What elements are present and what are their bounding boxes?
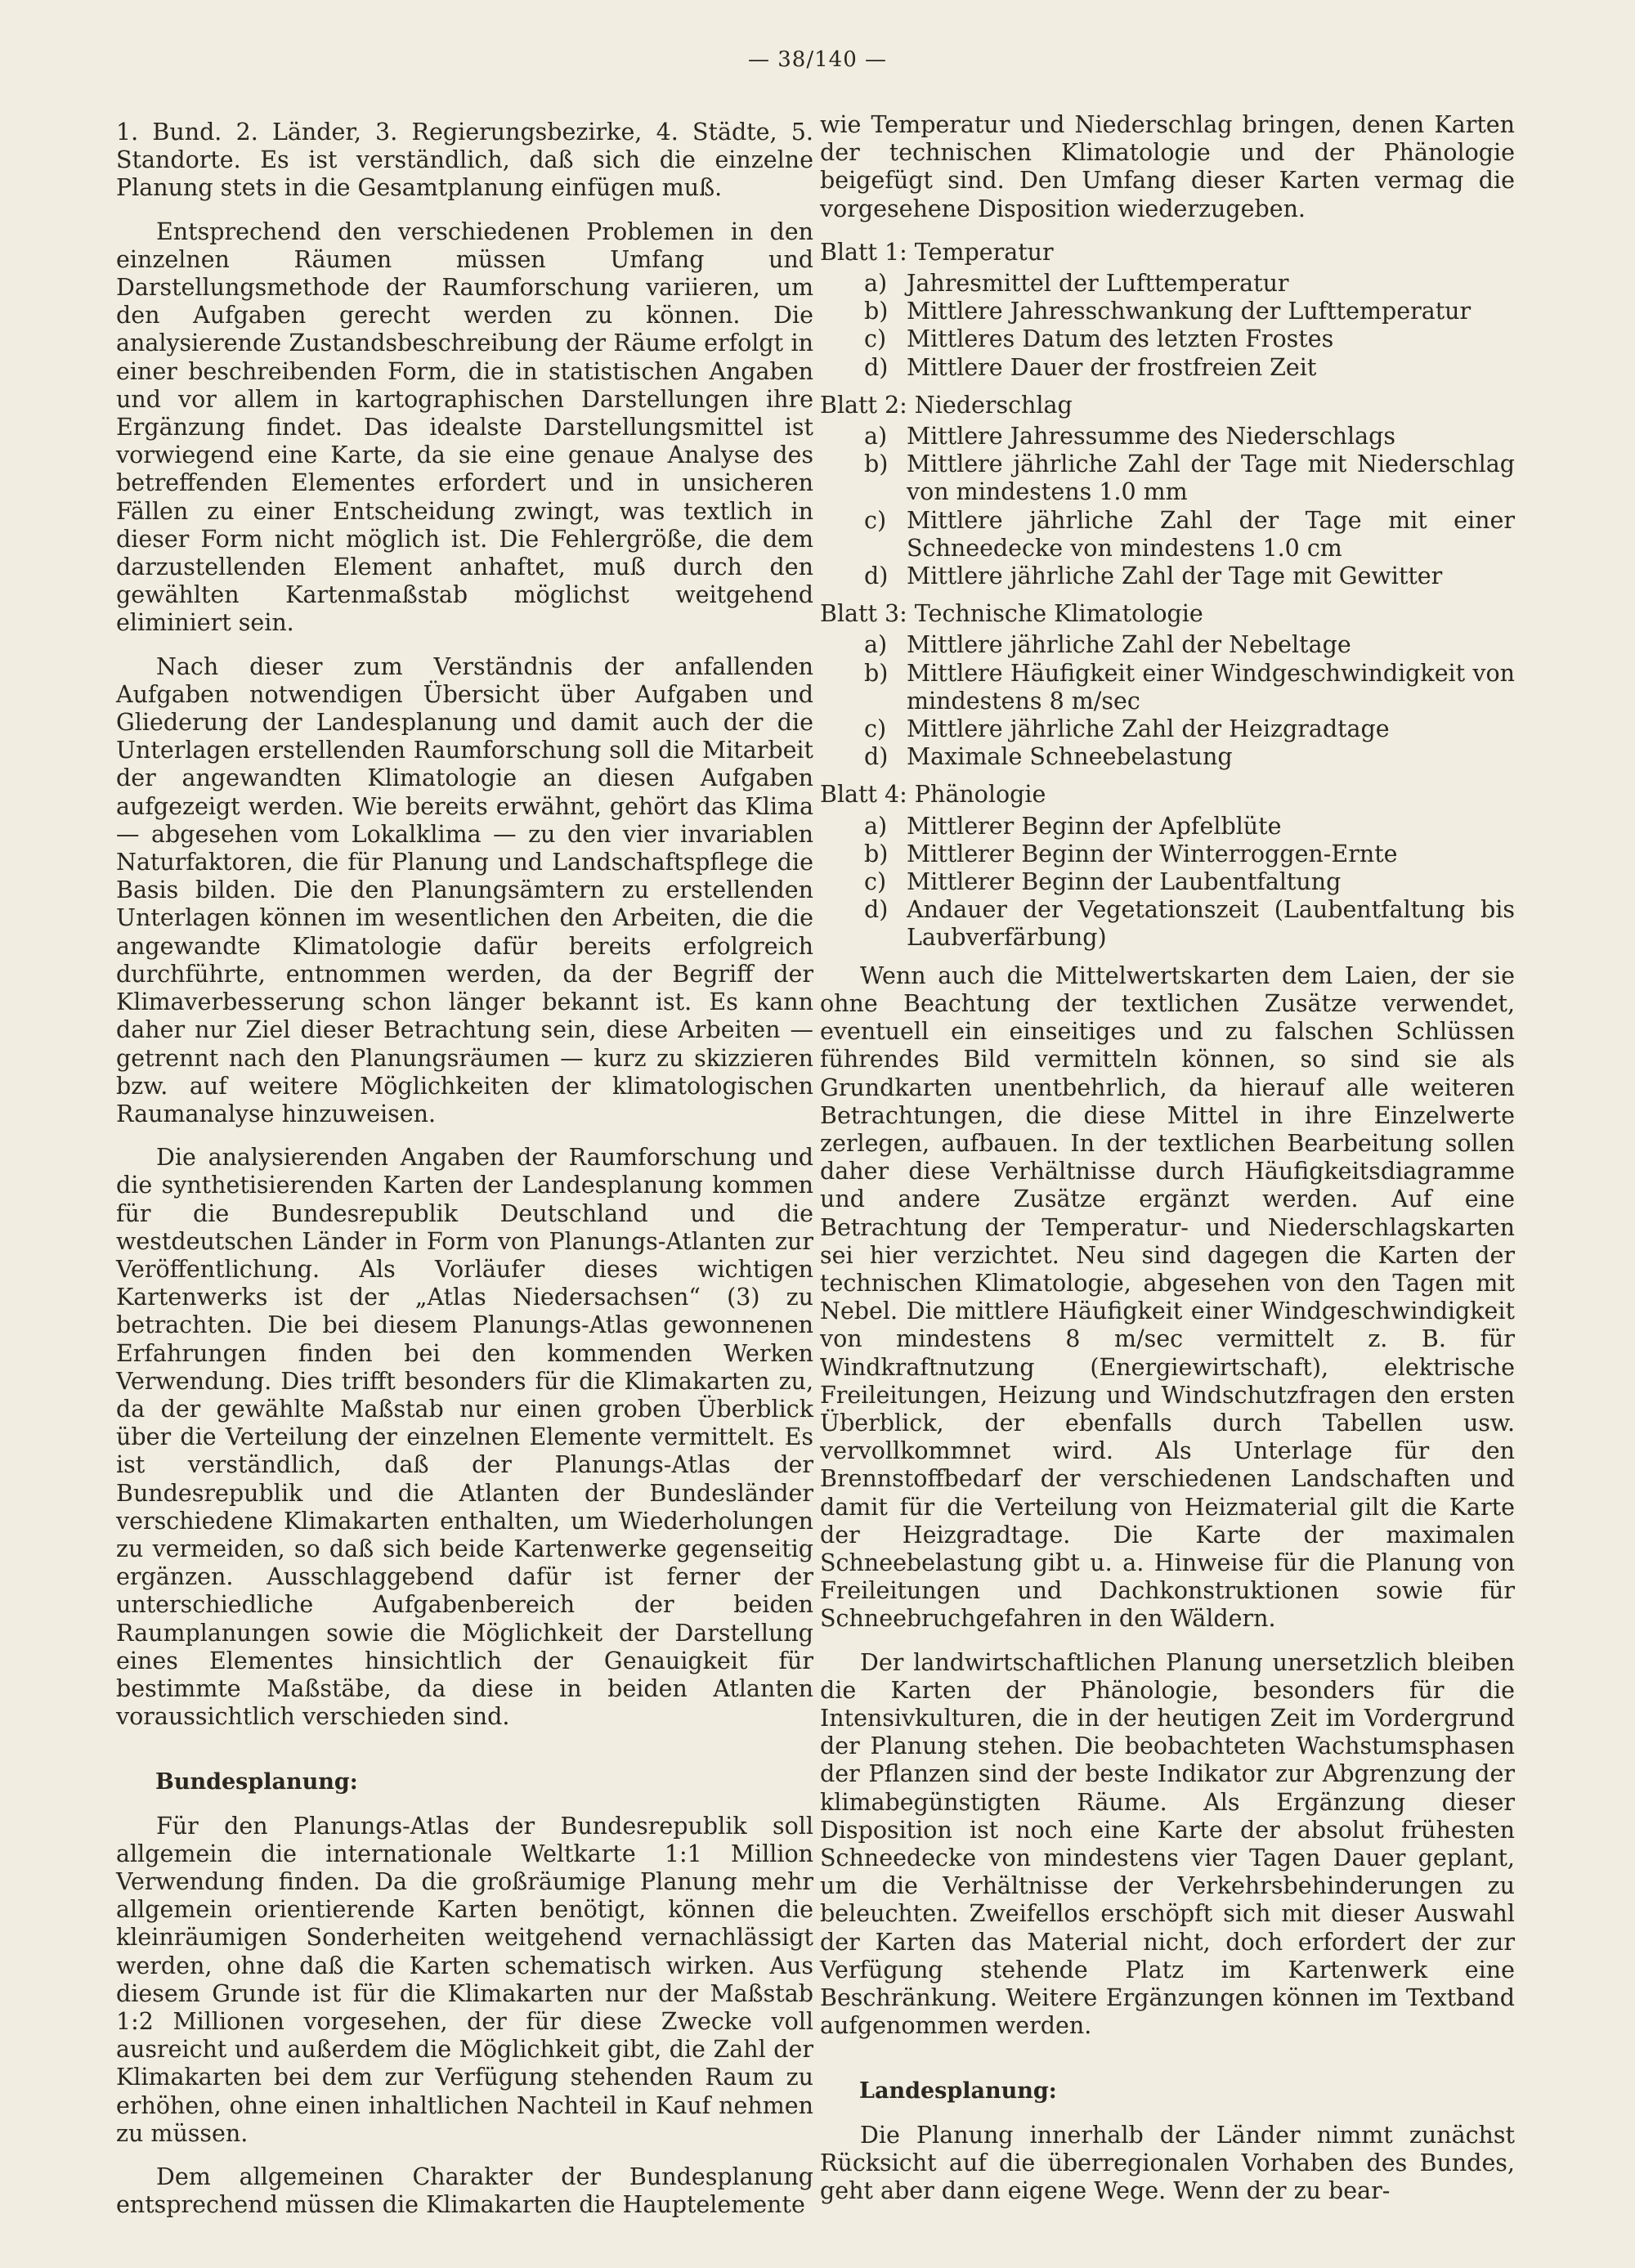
item-label: d) bbox=[864, 353, 889, 381]
item-label: a) bbox=[864, 631, 888, 659]
blatt-list bbox=[820, 813, 1515, 952]
left-column bbox=[116, 119, 813, 2234]
item-label: c) bbox=[864, 506, 887, 534]
blatt-list bbox=[820, 270, 1515, 382]
paragraph: Der landwirtschaftlichen Planung unersetzlich bleiben die Karten der Phänologie, besonders für die Intensivkulturen, die in der heutigen Zeit im Vordergrund der Planung stehen. Die beobachteten Wachstumsphasen der Pflanzen sind der beste Indikator zur Abgrenzung der klimabegünstigten Räume. Als Ergänzung dieser Disposition ist noch eine Karte der absolut frühesten Schneedecke von mindestens vier Tagen Dauer geplant, um die Verhältnisse der Verkehrsbehinderungen zu beleuchten. Zweifellos erschöpft sich mit dieser Auswahl der Karten das Material nicht, doch erfordert der zur Verfügung stehende Platz im Kartenwerk eine Beschränkung. Weitere Ergänzungen können im Textband aufgenommen werden. bbox=[820, 1648, 1515, 2040]
list-item bbox=[820, 354, 1515, 382]
list-item bbox=[820, 507, 1515, 563]
list-item bbox=[820, 868, 1515, 896]
item-text: Mittlerer Beginn der Apfelblüte bbox=[907, 812, 1282, 840]
list-item bbox=[820, 325, 1515, 353]
item-text: Mittlerer Beginn der Winterroggen-Ernte bbox=[907, 840, 1398, 867]
blatt-title: Blatt 4: Phänologie bbox=[820, 781, 1046, 809]
item-label: c) bbox=[864, 325, 887, 353]
paragraph: Wenn auch die Mittelwertskarten dem Laien, der sie ohne Beachtung der textlichen Zusätze verwendet, eventuell ein einseitiges und zu falschen Schlüssen führendes Bild vermitteln können, so sind sie als Grundkarten unentbehrlich, da hierauf alle weiteren Betrachtungen, die diese Mittel in ihre Einzelwerte zerlegen, aufbauen. In der textlichen Bearbeitung sollen daher diese Verhältnisse durch Häufigkeitsdiagramme und andere Zusätze ergänzt werden. Auf eine Betrachtung der Temperatur- und Niederschlagskarten sei hier verzichtet. Neu sind dagegen die Karten der technischen Klimatologie, abgesehen von den Tagen mit Nebel. Die mittlere Häufigkeit einer Windgeschwindigkeit von mindestens 8 m/sec vermittelt z. B. für Windkraftnutzung (Energiewirtschaft), elektrische Freileitungen, Heizung und Windschutzfragen den ersten Überblick, der ebenfalls durch Tabellen usw. vervollkommnet wird. Als Unterlage für den Brennstoffbedarf der verschiedenen Landschaften und damit für die Verteilung von Heizmaterial gilt die Karte der Heizgradtage. Die Karte der maximalen Schneebelastung gibt u. a. Hinweise für die Planung von Freileitungen und Dachkonstruktionen sowie für Schneebruchgefahren in den Wäldern. bbox=[820, 961, 1515, 1633]
item-text: Mittleres Datum des letzten Frostes bbox=[907, 325, 1334, 353]
paragraph: 1. Bund. 2. Länder, 3. Regierungsbezirke, 4. Städte, 5. Standorte. Es ist verständlich, daß sich die einzelne Planung stets in die Gesamtplanung einfügen muß. bbox=[116, 119, 813, 202]
blatt-title: Blatt 2: Niederschlag bbox=[820, 391, 1073, 419]
section-heading-landesplanung: Landesplanung: bbox=[859, 2078, 1057, 2104]
item-text: Mittlere jährliche Zahl der Tage mit einer Schneedecke von mindestens 1.0 cm bbox=[907, 506, 1515, 562]
list-item bbox=[820, 563, 1515, 590]
list-item bbox=[820, 743, 1515, 771]
item-text: Mittlere jährliche Zahl der Tage mit Gewitter bbox=[907, 563, 1443, 590]
item-label: b) bbox=[864, 298, 889, 325]
list-item bbox=[820, 896, 1515, 952]
list-item bbox=[820, 660, 1515, 715]
item-label: d) bbox=[864, 896, 889, 924]
item-text: Mittlere Jahresschwankung der Lufttemperatur bbox=[907, 298, 1472, 325]
paragraph: Nach dieser zum Verständnis der anfallenden Aufgaben notwendigen Übersicht über Aufgaben und Gliederung der Landesplanung und damit auch der die Unterlagen erstellenden Raumforschung soll die Mitarbeit der angewandten Klimatologie an diesen Aufgaben aufgezeigt werden. Wie bereits erwähnt, gehört das Klima — abgesehen vom Lokalklima — zu den vier invariablen Naturfaktoren, die für Planung und Landschaftspflege die Basis bilden. Die den Planungsämtern zu erstellenden Unterlagen können im wesentlichen den Arbeiten, die die angewandte Klimatologie dafür bereits erfolgreich durchführte, entnommen werden, da der Begriff der Klimaverbesserung schon länger bekannt ist. Es kann daher nur Ziel dieser Betrachtung sein, diese Arbeiten — getrennt nach den Planungsräumen — kurz zu skizzieren bzw. auf weitere Möglichkeiten der klimatologischen Raumanalyse hinzuweisen. bbox=[116, 652, 813, 1127]
item-label: b) bbox=[864, 450, 889, 478]
item-label: b) bbox=[864, 659, 889, 687]
list-item bbox=[820, 715, 1515, 743]
list-item bbox=[820, 631, 1515, 659]
paragraph: Die analysierenden Angaben der Raumforschung und die synthetisierenden Karten der Landesplanung kommen für die Bundesrepublik Deutschland und die westdeutschen Länder in Form von Planungs-Atlanten zur Veröffentlichung. Als Vorläufer dieses wichtigen Kartenwerks ist der „Atlas Niedersachsen“ (3) zu betrachten. Die bei diesem Planungs-Atlas gewonnenen Erfahrungen finden bei den kommenden Werken Verwendung. Dies trifft besonders für die Klimakarten zu, da der gewählte Maßstab nur einen groben Überblick über die Verteilung der einzelnen Elemente vermittelt. Es ist verständlich, daß der Planungs-Atlas der Bundesrepublik und die Atlanten der Bundesländer verschiedene Klimakarten enthalten, um Wiederholungen zu vermeiden, so daß sich beide Kartenwerke gegenseitig ergänzen. Ausschlaggebend dafür ist ferner der unterschiedliche Aufgabenbereich der beiden Raumplanungen sowie die Möglichkeit der Darstellung eines Elementes hinsichtlich der Genauigkeit für bestimmte Maßstäbe, da diese in beiden Atlanten voraussichtlich verschieden sind. bbox=[116, 1144, 813, 1731]
paragraph: Dem allgemeinen Charakter der Bundesplanung entsprechend müssen die Klimakarten die Hauptelemente bbox=[116, 2163, 813, 2219]
item-label: a) bbox=[864, 423, 888, 450]
item-text: Jahresmittel der Lufttemperatur bbox=[907, 270, 1289, 298]
item-label: a) bbox=[864, 812, 888, 840]
item-label: d) bbox=[864, 743, 889, 771]
list-item bbox=[820, 423, 1515, 450]
item-text: Andauer der Vegetationszeit (Laubentfaltung bis Laubverfärbung) bbox=[907, 896, 1515, 952]
paragraph: Entsprechend den verschiedenen Problemen in den einzelnen Räumen müssen Umfang und Darstellungsmethode der Raumforschung variieren, um den Aufgaben gerecht werden zu können. Die analysierende Zustandsbeschreibung der Räume erfolgt in einer beschreibenden Form, die in statistischen Angaben und vor allem in kartographischen Darstellungen ihre Ergänzung findet. Das idealste Darstellungsmittel ist vorwiegend eine Karte, da sie eine genaue Analyse des betreffenden Elementes erfordert und in unsicheren Fällen zu einer Entscheidung zwingt, was textlich in dieser Form nicht möglich ist. Die Fehlergröße, die dem darzustellenden Element anhaftet, muß durch den gewählten Kartenmaßstab möglichst weitgehend eliminiert sein. bbox=[116, 217, 813, 637]
item-text: Mittlere Häufigkeit einer Windgeschwindigkeit von mindestens 8 m/sec bbox=[907, 659, 1515, 715]
blatt-list bbox=[820, 423, 1515, 590]
section-heading-bundesplanung: Bundesplanung: bbox=[155, 1769, 358, 1795]
right-column bbox=[820, 111, 1515, 2221]
paragraph: Die Planung innerhalb der Länder nimmt zunächst Rücksicht auf die überregionalen Vorhaben des Bundes, geht aber dann eigene Wege. Wenn der zu bear- bbox=[820, 2121, 1515, 2205]
list-item bbox=[820, 840, 1515, 868]
item-text: Mittlere Dauer der frostfreien Zeit bbox=[907, 353, 1317, 381]
list-item bbox=[820, 298, 1515, 325]
item-text: Mittlere jährliche Zahl der Tage mit Niederschlag von mindestens 1.0 mm bbox=[907, 450, 1515, 506]
item-text: Mittlere Jahressumme des Niederschlags bbox=[907, 423, 1395, 450]
item-label: d) bbox=[864, 563, 889, 590]
list-item bbox=[820, 270, 1515, 298]
item-text: Mittlerer Beginn der Laubentfaltung bbox=[907, 868, 1342, 896]
item-label: b) bbox=[864, 840, 889, 867]
paragraph: Für den Planungs-Atlas der Bundesrepublik soll allgemein die internationale Weltkarte 1:1 Million Verwendung finden. Da die großräumige Planung mehr allgemein orientierende Karten benötigt, können die kleinräumigen Sonderheiten weitgehend vernachlässigt werden, ohne daß die Karten schematisch wirken. Aus diesem Grunde ist für die Klimakarten nur der Maßstab 1:2 Millionen vorgesehen, der für diese Zwecke voll ausreicht und außerdem die Möglichkeit gibt, die Zahl der Klimakarten bei dem zur Verfügung stehenden Raum zu erhöhen, ohne einen inhaltlichen Nachteil in Kauf nehmen zu müssen. bbox=[116, 1812, 813, 2147]
list-item bbox=[820, 813, 1515, 840]
item-label: a) bbox=[864, 270, 888, 298]
item-text: Mittlere jährliche Zahl der Heizgradtage bbox=[907, 715, 1390, 743]
paragraph: wie Temperatur und Niederschlag bringen, denen Karten der technischen Klimatologie und der Phänologie beigefügt sind. Den Umfang dieser Karten vermag die vorgesehene Disposition wiederzugeben. bbox=[820, 111, 1515, 222]
page-number: — 38/140 — bbox=[748, 47, 887, 72]
list-item bbox=[820, 450, 1515, 506]
item-text: Mittlere jährliche Zahl der Nebeltage bbox=[907, 631, 1351, 659]
blatt-title: Blatt 3: Technische Klimatologie bbox=[820, 600, 1203, 628]
item-text: Maximale Schneebelastung bbox=[907, 743, 1233, 771]
blatt-title: Blatt 1: Temperatur bbox=[820, 238, 1054, 266]
item-label: c) bbox=[864, 868, 887, 896]
blatt-list bbox=[820, 631, 1515, 771]
item-label: c) bbox=[864, 715, 887, 743]
